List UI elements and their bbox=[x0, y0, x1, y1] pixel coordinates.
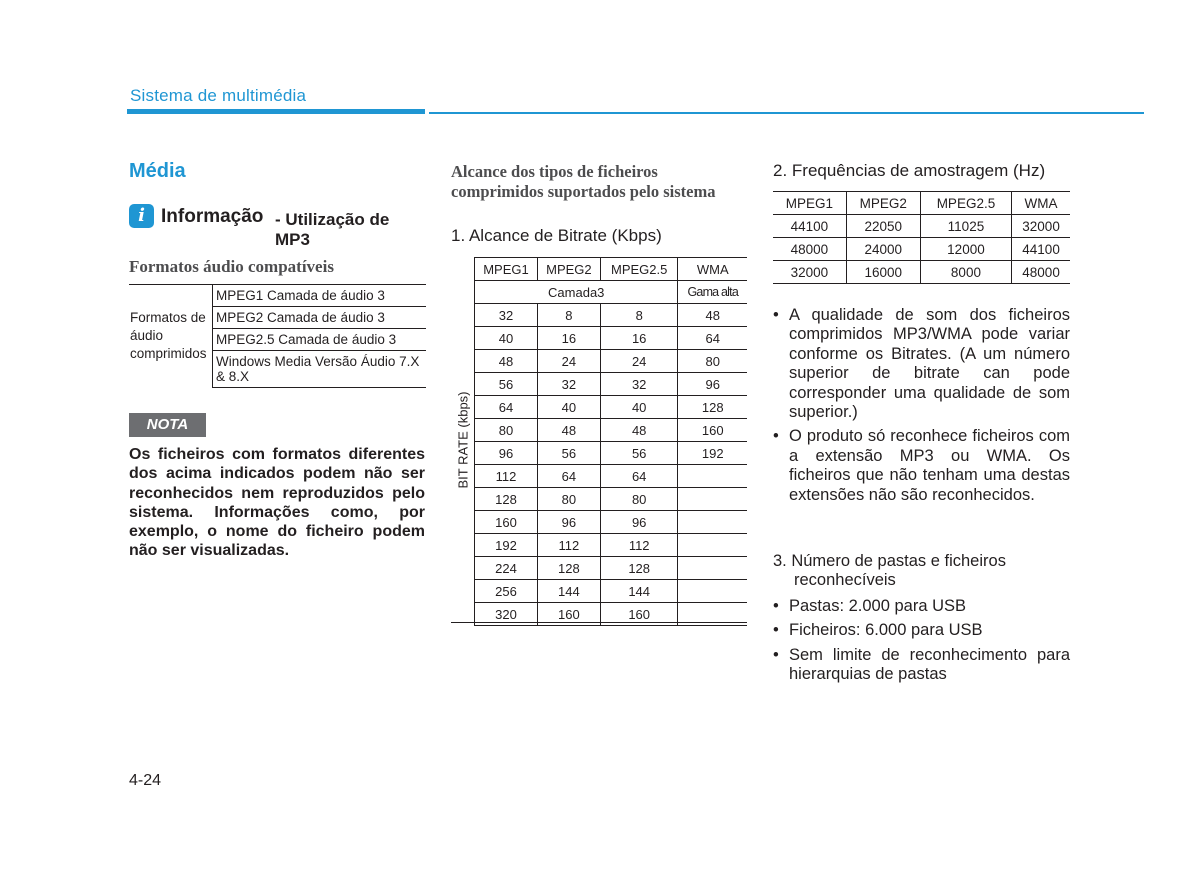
wma-range-label: Gama alta bbox=[678, 281, 747, 304]
frequency-table bbox=[773, 191, 1070, 284]
table-cell: 160 bbox=[600, 603, 678, 626]
table-cell: 32 bbox=[600, 373, 678, 396]
table-row bbox=[475, 557, 748, 580]
table-cell: 56 bbox=[600, 442, 678, 465]
table-cell: 48 bbox=[475, 350, 538, 373]
table-cell: 80 bbox=[678, 350, 747, 373]
folders-files-heading-line2: reconhecíveis bbox=[794, 571, 896, 590]
table-cell: 320 bbox=[475, 603, 538, 626]
header-rule bbox=[429, 112, 1144, 114]
table-row bbox=[773, 238, 1070, 261]
note-text: Os ficheiros com formatos diferentes dos acima indicados podem não ser reconhecidos nem reproduzidos pelo sistema. Informações como, por exemplo, o nome do ficheiro podem não ser visualizadas. bbox=[129, 446, 425, 560]
table-cell: 64 bbox=[600, 465, 678, 488]
section-header: Sistema de multimédia bbox=[130, 86, 307, 105]
list-item: • Pastas: 2.000 para USB bbox=[773, 597, 1070, 616]
table-cell: 12000 bbox=[920, 238, 1011, 261]
table-header-row bbox=[475, 258, 748, 281]
table-header-cell: MPEG2.5 bbox=[920, 192, 1011, 215]
list-item: • O produto só reconhece ficheiros com a extensão MP3 ou WMA. Os ficheiros que não tenham uma destas extensões não são reconhecidos. bbox=[773, 427, 1070, 505]
table-cell bbox=[678, 488, 747, 511]
table-row bbox=[475, 442, 748, 465]
table-header-cell: MPEG2 bbox=[537, 258, 600, 281]
table-header-row bbox=[773, 192, 1070, 215]
list-item: • A qualidade de som dos ficheiros comprimidos MP3/WMA pode variar conforme os Bitrates. (A um número superior de bitrate can pode corresponder uma qualidade de som superior.) bbox=[773, 306, 1070, 422]
table-cell: 64 bbox=[537, 465, 600, 488]
layer-label: Camada3 bbox=[475, 281, 678, 304]
folders-files-list bbox=[773, 597, 1070, 690]
table-row bbox=[475, 580, 748, 603]
formats-title: Formatos áudio compatíveis bbox=[129, 257, 334, 276]
table-header-cell: MPEG1 bbox=[773, 192, 846, 215]
table-cell: 44100 bbox=[773, 215, 846, 238]
list-item: • Ficheiros: 6.000 para USB bbox=[773, 621, 1070, 640]
table-cell: 16000 bbox=[846, 261, 920, 284]
table-row bbox=[475, 327, 748, 350]
table-cell: 64 bbox=[475, 396, 538, 419]
table-row bbox=[475, 396, 748, 419]
info-heading: Informação bbox=[161, 206, 264, 227]
table-cell: 40 bbox=[600, 396, 678, 419]
table-cell: 32 bbox=[537, 373, 600, 396]
table-cell: 96 bbox=[537, 511, 600, 534]
table-cell: 192 bbox=[678, 442, 747, 465]
table-header-cell: MPEG2.5 bbox=[600, 258, 678, 281]
table-cell: 8 bbox=[537, 304, 600, 327]
table-cell bbox=[678, 557, 747, 580]
table-row bbox=[475, 511, 748, 534]
table-cell: 16 bbox=[600, 327, 678, 350]
table-cell: 48000 bbox=[773, 238, 846, 261]
table-cell: 11025 bbox=[920, 215, 1011, 238]
note-badge: NOTA bbox=[129, 413, 206, 437]
folders-files-heading bbox=[773, 552, 1070, 591]
table-cell: 224 bbox=[475, 557, 538, 580]
table-cell: 112 bbox=[537, 534, 600, 557]
table-cell: 128 bbox=[678, 396, 747, 419]
folders-files-heading-line1: 3. Número de pastas e ficheiros bbox=[773, 552, 1006, 570]
table-row bbox=[475, 419, 748, 442]
table-cell bbox=[678, 580, 747, 603]
table-cell: 8000 bbox=[920, 261, 1011, 284]
table-cell bbox=[678, 511, 747, 534]
table-row bbox=[773, 215, 1070, 238]
table-header-cell: MPEG1 bbox=[475, 258, 538, 281]
table-row bbox=[773, 261, 1070, 284]
table-cell: 112 bbox=[475, 465, 538, 488]
table-header-cell: MPEG2 bbox=[846, 192, 920, 215]
table-cell: 56 bbox=[475, 373, 538, 396]
bitrate-subtitle: 1. Alcance de Bitrate (Kbps) bbox=[451, 226, 662, 245]
table-cell: 64 bbox=[678, 327, 747, 350]
table-cell bbox=[678, 465, 747, 488]
format-item: MPEG2.5 Camada de áudio 3 bbox=[213, 329, 427, 351]
table-cell: 160 bbox=[537, 603, 600, 626]
table-cell: 48 bbox=[678, 304, 747, 327]
table-row bbox=[475, 534, 748, 557]
table-cell: 40 bbox=[475, 327, 538, 350]
table-row bbox=[475, 304, 748, 327]
table-cell: 22050 bbox=[846, 215, 920, 238]
table-cell: 24 bbox=[537, 350, 600, 373]
table-cell: 128 bbox=[537, 557, 600, 580]
table-cell: 48000 bbox=[1012, 261, 1070, 284]
table-cell: 16 bbox=[537, 327, 600, 350]
table-cell: 96 bbox=[600, 511, 678, 534]
table-row bbox=[475, 281, 748, 304]
table-cell: 96 bbox=[678, 373, 747, 396]
table-cell: 160 bbox=[678, 419, 747, 442]
table-cell: 80 bbox=[600, 488, 678, 511]
info-icon: i bbox=[129, 204, 154, 228]
list-item: • Sem limite de reconhecimento para hierarquias de pastas bbox=[773, 646, 1070, 685]
frequency-title: 2. Frequências de amostragem (Hz) bbox=[773, 161, 1046, 180]
formats-category: Formatos de áudio comprimidos bbox=[129, 285, 213, 388]
table-cell: 48 bbox=[537, 419, 600, 442]
bitrate-table bbox=[474, 257, 747, 626]
table-cell: 80 bbox=[537, 488, 600, 511]
table-cell: 48 bbox=[600, 419, 678, 442]
bitrate-axis-label bbox=[452, 257, 474, 623]
quality-notes-list bbox=[773, 306, 1070, 510]
table-cell: 24000 bbox=[846, 238, 920, 261]
table-header-cell: WMA bbox=[1012, 192, 1070, 215]
format-item: MPEG2 Camada de áudio 3 bbox=[213, 307, 427, 329]
table-cell: 144 bbox=[537, 580, 600, 603]
table-cell bbox=[678, 534, 747, 557]
bitrate-axis-text: BIT RATE (kbps) bbox=[455, 391, 471, 489]
table-row bbox=[475, 488, 748, 511]
bitrate-table-bottom-rule bbox=[451, 622, 747, 623]
table-row bbox=[475, 373, 748, 396]
table-cell: 40 bbox=[537, 396, 600, 419]
table-row bbox=[475, 465, 748, 488]
format-item: Windows Media Versão Áudio 7.X & 8.X bbox=[213, 351, 427, 388]
table-cell: 192 bbox=[475, 534, 538, 557]
table-cell: 128 bbox=[475, 488, 538, 511]
page-number: 4-24 bbox=[129, 772, 162, 789]
header-accent-bar bbox=[127, 109, 425, 114]
table-cell: 32000 bbox=[773, 261, 846, 284]
table-cell: 8 bbox=[600, 304, 678, 327]
table-cell: 44100 bbox=[1012, 238, 1070, 261]
formats-table bbox=[129, 284, 426, 388]
bitrate-section-title: Alcance dos tipos de ficheiros comprimidos suportados pelo sistema bbox=[451, 162, 716, 201]
table-cell: 56 bbox=[537, 442, 600, 465]
table-cell: 96 bbox=[475, 442, 538, 465]
table-cell: 112 bbox=[600, 534, 678, 557]
table-cell: 32000 bbox=[1012, 215, 1070, 238]
table-cell: 32 bbox=[475, 304, 538, 327]
table-cell: 160 bbox=[475, 511, 538, 534]
info-subheading: - Utilização de MP3 bbox=[275, 210, 390, 249]
table-cell: 80 bbox=[475, 419, 538, 442]
table-cell: 128 bbox=[600, 557, 678, 580]
format-item: MPEG1 Camada de áudio 3 bbox=[213, 285, 427, 307]
table-cell: 24 bbox=[600, 350, 678, 373]
table-cell: 144 bbox=[600, 580, 678, 603]
table-cell: 256 bbox=[475, 580, 538, 603]
page-title: Média bbox=[129, 160, 186, 182]
table-row bbox=[475, 350, 748, 373]
table-header-cell: WMA bbox=[678, 258, 747, 281]
